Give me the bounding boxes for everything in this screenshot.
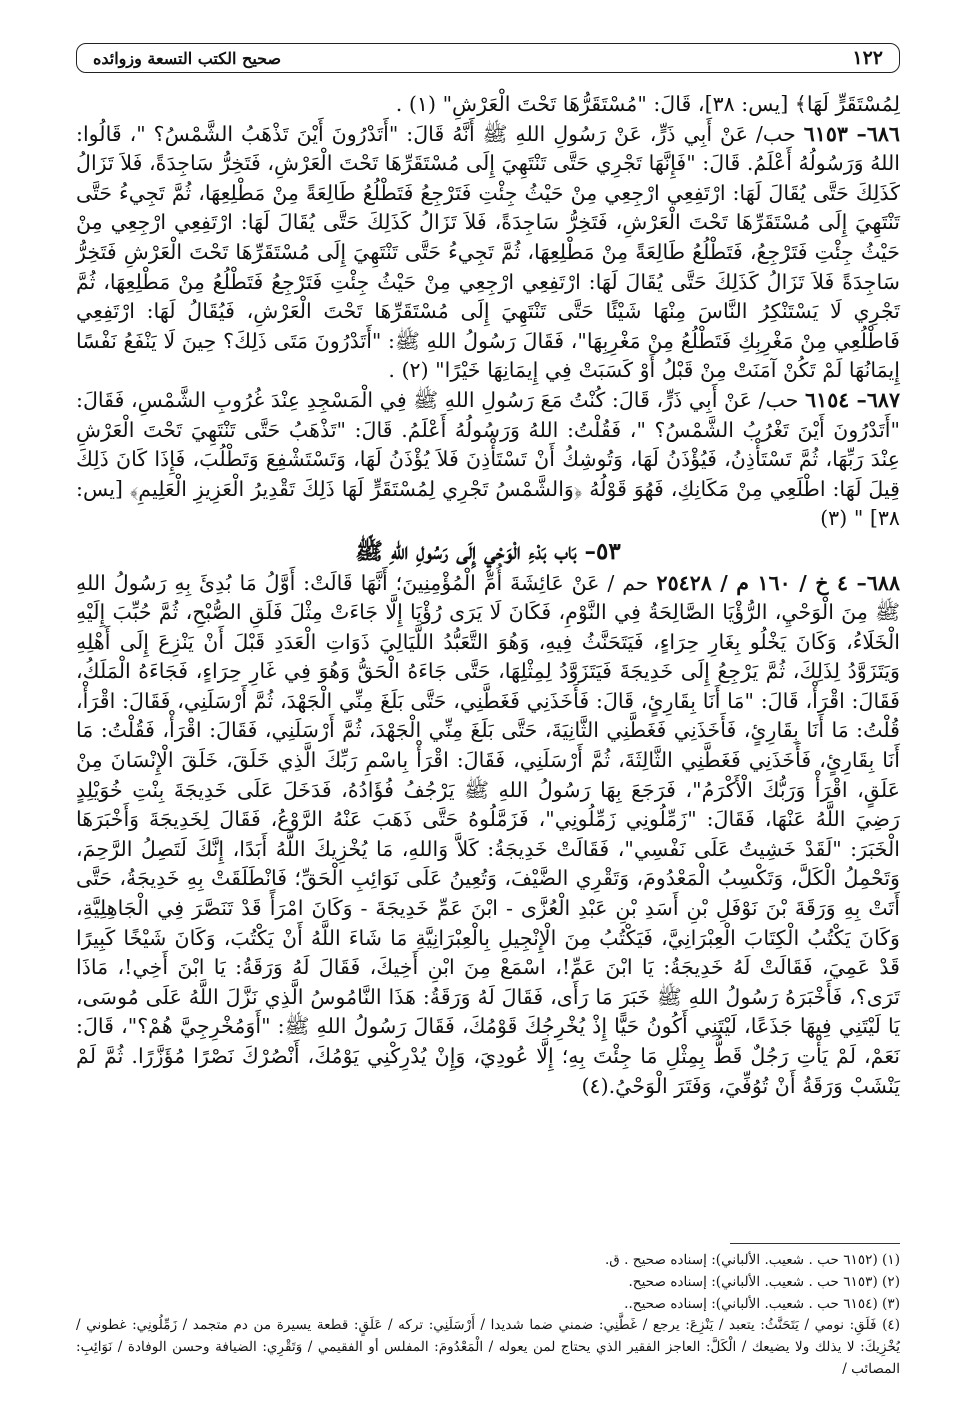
hadith-number: ٦٨٦– ٦١٥٣ xyxy=(803,121,900,146)
footnote-separator xyxy=(730,1243,900,1244)
footnote: (٢) (٦١٥٣ حب . شعيب. الألباني): إسناده صحيح. xyxy=(628,1273,900,1290)
page-header xyxy=(76,43,900,73)
hadith-paragraph xyxy=(76,90,900,120)
book-title: صحيح الكتب التسعة وزوائده xyxy=(93,48,282,68)
chapter-heading: ٥٣– بَاب بَدْءِ الْوَحْيِ إِلَى رَسُولِ اللهِ ﷺ xyxy=(355,537,621,565)
hadith-text: حم / عَنْ عَائِشَةَ أُمِّ الْمُؤْمِنِينَ؛ أَنَّهَا قَالَتْ: أَوَّلُ مَا بُدِئَ بِهِ رَسُولُ اللهِ ﷺ مِنَ الْوَحْيِ، الرُّؤْيَا الصَّالِحَةُ فِي النَّوْمِ، فَكَانَ لَا يَرَى رُؤْيَا إِلَّا جَاءَتْ مِثْلَ فَلَقِ الصُّبْحِ، ثُمَّ حُبِّبَ إِلَيْهِ الْخَلَاءُ، وَكَانَ يَخْلُو بِغَارِ حِرَاءٍ، فَيَتَحَنَّثُ فِيهِ، وَهُوَ التَّعَبُّدُ اللَّيَالِيَ ذَوَاتِ الْعَدَدِ قَبْلَ أَنْ يَنْزِعَ إِلَى أَهْلِهِ وَيَتَزَوَّدُ لِذَلِكَ، ثُمَّ يَرْجِعُ إِلَى خَدِيجَةَ فَيَتَزَوَّدُ لِمِثْلِهَا، حَتَّى جَاءَهُ الْحَقُّ وَهُوَ فِي غَارِ حِرَاءٍ، فَجَاءَهُ الْمَلَكُ، فَقَالَ: اقْرَأْ، قَالَ: "مَا أَنَا بِقَارِئٍ، قَالَ: فَأَخَذَنِي فَغَطَّنِي، حَتَّى بَلَغَ مِنِّي الْجَهْدَ، ثُمَّ أَرْسَلَنِي، فَقَالَ: اقْرَأْ، قُلْتُ: مَا أَنَا بِقَارِئٍ، فَأَخَذَنِي فَغَطَّنِي الثَّانِيَةَ، حَتَّى بَلَغَ مِنِّي الْجَهْدَ، ثُمَّ أَرْسَلَنِي، فَقَالَ: اقْرَأْ، فَقُلْتُ: مَا أَنَا بِقَارِئٍ، فَأَخَذَنِي فَغَطَّنِي الثَّالِثَةَ، ثُمَّ أَرْسَلَنِي، فَقَالَ: اقْرَأْ بِاسْمِ رَبِّكَ الَّذِي خَلَقَ، خَلَقَ الْإِنْسَانَ مِنْ عَلَقٍ، اقْرَأْ وَرَبُّكَ الْأَكْرَمُ"، فَرَجَعَ بِهَا رَسُولُ اللهِ ﷺ يَرْجُفُ فُؤَادُهُ، فَدَخَلَ عَلَى خَدِيجَةَ بِنْتِ خُوَيْلِدٍ رَضِيَ اللَّهُ عَنْهَا، فَقَالَ: "زَمِّلُونِي زَمِّلُونِي"، فَزَمَّلُوهُ حَتَّى ذَهَبَ عَنْهُ الرَّوْعُ، فَقَالَ لِخَدِيجَةَ وَأَخْبَرَهَا الْخَبَرَ: "لَقَدْ خَشِيتُ عَلَى نَفْسِي"، فَقَالَتْ خَدِيجَةُ: كَلاَّ وَاللهِ، مَا يُخْزِيكَ اللَّهُ أَبَدًا، إِنَّكَ لَتَصِلُ الرَّحِمَ، وَتَحْمِلُ الْكَلَّ، وَتَكْسِبُ الْمَعْدُومَ، وَتَقْرِي الضَّيْفَ، وَتُعِينُ عَلَى نَوَائِبِ الْحَقِّ؛ فَانْطَلَقَتْ بِهِ خَدِيجَةُ، حَتَّى أَتَتْ بِهِ وَرَقَةَ بْنَ نَوْفَلِ بْنِ أَسَدِ بْنِ عَبْدِ الْعُزَّى - ابْنَ عَمِّ خَدِيجَةَ - وَكَانَ امْرَأً قَدْ تَنَصَّرَ فِي الْجَاهِلِيَّةِ، وَكَانَ يَكْتُبُ الْكِتَابَ الْعِبْرَانِيَّ، فَيَكْتُبُ مِنَ الْإِنْجِيلِ بِالْعِبْرَانِيَّةِ مَا شَاءَ اللَّهُ أَنْ يَكْتُبَ، وَكَانَ شَيْخًا كَبِيرًا قَدْ عَمِيَ، فَقَالَتْ لَهُ خَدِيجَةُ: يَا ابْنَ عَمِّ!، اسْمَعْ مِنَ ابْنِ أَخِيكَ، فَقَالَ لَهُ وَرَقَةُ: يَا ابْنَ أَخِي!، مَاذَا تَرَى؟، فَأَخْبَرَهُ رَسُولُ اللهِ ﷺ خَبَرَ مَا رَأَى، فَقَالَ لَهُ وَرَقَةُ: هَذَا النَّامُوسُ الَّذِي نَزَّلَ اللَّهُ عَلَى مُوسَى، يَا لَيْتَنِي فِيهَا جَذَعًا، لَيْتَنِي أَكُونُ حَيًّا إِذْ يُخْرِجُكَ قَوْمُكَ، فَقَالَ رَسُولُ اللهِ ﷺ: "أَوَمُخْرِجِيَّ هُمْ؟"، قَالَ: نَعَمْ، لَمْ يَأْتِ رَجُلٌ قَطُّ بِمِثْلِ مَا جِئْتَ بِهِ؛ إِلَّا عُودِيَ، وَإِنْ يُدْرِكْنِي يَوْمُكَ، أَنْصُرْكَ نَصْرًا مُؤَزَّرًا. ثُمَّ لَمْ يَنْشَبْ وَرَقَةُ أَنْ تُوُفِّيَ، وَفَتَرَ الْوَحْيُ.(٤) xyxy=(76,570,900,1098)
hadith-paragraph xyxy=(76,120,900,386)
hadith-text: لِمُسْتَقَرٍّ لَهَا﴾ [يس: ٣٨]، قَالَ: "مُسْتَقَرُّهَا تَحْتَ الْعَرْشِ" (١) . xyxy=(395,92,900,116)
hadith-paragraph xyxy=(76,569,900,1102)
hadith-number: ٦٨٧– ٦١٥٤ xyxy=(805,387,901,412)
page-body xyxy=(76,90,900,1101)
footnote: (١) (٦١٥٢ حب . شعيب. الألباني): إسناده صحيح . ق. xyxy=(604,1252,900,1268)
footnote: (٣) (٦١٥٤ حب . شعيب. الألباني): إسناده صحيح.. xyxy=(624,1295,900,1312)
hadith-number: ٦٨٨– ٤ خ / ١٦٠ م / ٢٥٤٢٨ xyxy=(656,570,901,595)
page-number: ١٢٢ xyxy=(852,47,883,69)
footnotes xyxy=(76,1250,900,1381)
footnote: (٤) فَلَقِ: نومي / يَتَحَنَّثُ: يتعبد / يَنْزِعَ: يرجع / غَطَّنِي: ضمني ضما شديدا / أَرْسَلَنِي: تركه / عَلَقٍ: قطعة يسيرة من دم متجمد / زَمِّلُونِي: غطوني / يُخْزِيكَ: لا يذلك ولا يضيعك / الْكَلَّ: العاجز الفقير الذي يحتاج لمن يعوله / الْمَعْدُومَ: المفلس أو الفقيمي / وَتَقْرِي: الضيافة وحسن الوفادة / نَوَائِبِ: المصائب / xyxy=(76,1317,900,1377)
hadith-text: حب/ عَنْ أَبِي ذَرٍّ، عَنْ رَسُولِ اللهِ ﷺ أَنَّهُ قَالَ: "أَتَدْرُونَ أَيْنَ تَذْهَبُ الشَّمْسُ؟ "، قَالُوا: اللهُ وَرَسُولُهُ أَعْلَمُ. قَالَ: "فَإِنَّهَا تَجْرِي حَتَّى تَنْتَهِيَ إِلَى مُسْتَقَرِّهَا تَحْتَ الْعَرْشِ، فَتَخِرُّ سَاجِدَةً، فَلاَ تَزَالُ كَذَلِكَ حَتَّى يُقَالَ لَهَا: ارْتَفِعِي ارْجِعِي مِنْ حَيْثُ جِئْتِ فَتَرْجِعُ فَتَطْلُعُ طَالِعَةً مِنْ مَطْلِعِهَا، ثُمَّ تَجِيءُ حَتَّى تَنْتَهِيَ إِلَى مُسْتَقَرِّهَا تَحْتَ الْعَرْشِ، فَتَخِرُّ سَاجِدَةً، فَلاَ تَزَالُ كَذَلِكَ حَتَّى يُقَالَ لَهَا: ارْتَفِعِي ارْجِعِي مِنْ حَيْثُ جِئْتِ فَتَرْجِعُ، فَتَطْلُعُ طَالِعَةً مِنْ مَطْلِعِهَا، ثُمَّ تَجِيءُ حَتَّى تَنْتَهِيَ إِلَى مُسْتَقَرِّهَا تَحْتَ الْعَرْشِ فَتَخِرُّ سَاجِدَةً فَلاَ تَزَالُ كَذَلِكَ حَتَّى يُقَالَ لَهَا: ارْتَفِعِي ارْجِعِي مِنْ حَيْثُ جِئْتِ فَتَرْجِعُ فَتَطْلُعُ مِنْ مَطْلِعِهَا، ثُمَّ تَجْرِي لَا يَسْتَنْكِرُ النَّاسَ مِنْهَا شَيْئًا حَتَّى تَنْتَهِيَ إِلَى مُسْتَقَرِّهَا تَحْتَ الْعَرْشِ، فَيُقَالُ لَهَا: ارْتَفِعِي فَاطْلُعِي مِنْ مَغْرِبِكِ فَتَطْلُعُ مِنْ مَغْرِبِهَا"، فَقَالَ رَسُولُ اللهِ ﷺ: "أَتَدْرُونَ مَتَى ذَلِكَ؟ حِينَ لَا يَنْفَعُ نَفْسًا إِيمَانُهَا لَمْ تَكُنْ آمَنَتْ مِنْ قَبْلُ أَوْ كَسَبَتْ فِي إِيمَانِهَا خَيْرًا" (٢) . xyxy=(76,121,900,383)
hadith-text: حب/ عَنْ أَبِي ذَرٍّ، قَالَ: كُنْتُ مَعَ رَسُولِ اللهِ ﷺ فِي الْمَسْجِدِ عِنْدَ غُرُوبِ الشَّمْسِ، فَقَالَ: "أَتَدْرُونَ أَيْنَ تَغْرُبُ الشَّمْسُ؟ "، فَقُلْتُ: اللهُ وَرَسُولُهُ أَعْلَمُ. قَالَ: "تَذْهَبُ حَتَّى تَنْتَهِيَ تَحْتَ الْعَرْشِ عِنْدَ رَبِّهَا، ثُمَّ تَسْتَأْذِنُ، فَيُؤْذَنُ لَهَا، وَتُوشِكُ أَنْ تَسْتَأْذِنَ فَلاَ يُؤْذَنُ لَهَا، وَتَسْتَشْفِعَ وَتَطْلُبَ، فَإِذَا كَانَ ذَلِكَ قِيلَ لَهَا: اطْلَعِي مِنْ مَكَانِكِ، فَهُوَ قَوْلُهُ ﴿وَالشَّمْسُ تَجْرِي لِمُسْتَقَرٍّ لَهَا ذَلِكَ تَقْدِيرُ الْعَزِيزِ الْعَلِيمِ﴾ [يس: ٣٨] " (٣) xyxy=(76,387,900,531)
hadith-paragraph xyxy=(76,386,900,534)
